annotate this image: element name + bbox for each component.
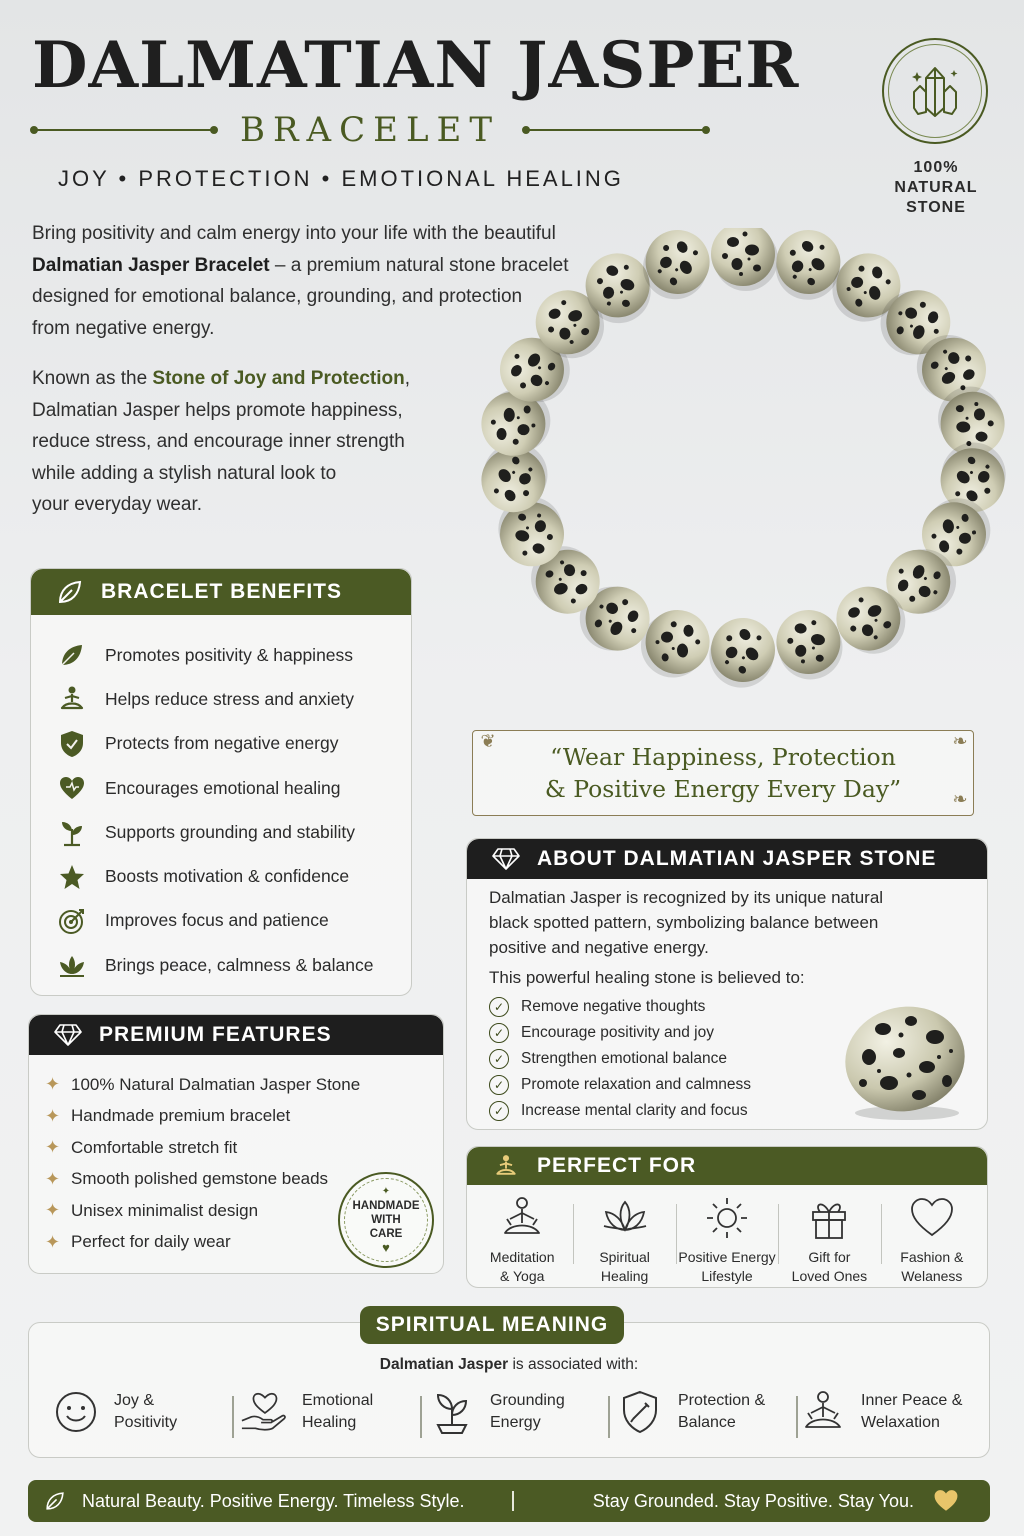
leaf-icon: [28, 1490, 82, 1512]
features-header: PREMIUM FEATURES: [29, 1015, 443, 1055]
natural-stone-badge: [882, 38, 988, 144]
spiritual-subtitle: Dalmatian Jasper is associated with:: [379, 1356, 639, 1373]
sprout-icon: [428, 1388, 476, 1436]
sparkle-icon: ✦: [45, 1168, 61, 1189]
list-item: ✓ Increase mental clarity and focus: [489, 1098, 987, 1124]
heart-icon: [881, 1194, 983, 1242]
list-item: Brings peace, calmness & balance: [55, 943, 411, 987]
diamond-icon: [491, 844, 521, 874]
list-item: ✦ Unisex minimalist design: [45, 1200, 259, 1221]
bead: [711, 228, 778, 291]
list-item: ✓ Strengthen emotional balance: [489, 1046, 987, 1072]
footer-right-text: Stay Grounded. Stay Positive. Stay You.: [592, 1490, 914, 1511]
list-item: ✦ Handmade premium bracelet: [45, 1105, 291, 1126]
ornament-icon: ❧: [952, 789, 968, 810]
list-item: ✓ Encourage positivity and joy: [489, 1020, 987, 1046]
about-description: Dalmatian Jasper is recognized by its unique natural black spotted pattern, symbolizing balance between positive and negative energy. This powerful healing stone is believed to:: [489, 888, 884, 987]
check-icon: ✓: [489, 1049, 509, 1069]
list-item: Positive Energy Lifestyle: [676, 1194, 778, 1286]
check-icon: ✓: [489, 1023, 509, 1043]
list-item: Promotes positivity & happiness: [55, 633, 411, 677]
badge-text: 100% NATURAL STONE: [894, 159, 978, 216]
gift-icon: [778, 1194, 880, 1242]
sparkle-icon: ✦: [45, 1231, 61, 1252]
star-icon: [55, 862, 89, 892]
perfect-for-header: PERFECT FOR: [467, 1147, 987, 1185]
benefits-header: BRACELET BENEFITS: [31, 569, 411, 615]
meditation-icon: [471, 1194, 573, 1242]
subtitle-row: [32, 110, 708, 150]
benefits-list: [31, 615, 411, 987]
about-header: ABOUT DALMATIAN JASPER STONE: [467, 839, 987, 879]
list-item: ✦ Perfect for daily wear: [45, 1231, 231, 1252]
footer-banner: [28, 1480, 990, 1522]
list-item: ✦ Comfortable stretch fit: [45, 1137, 238, 1158]
sprout-icon: [55, 817, 89, 847]
list-item: ✦ Smooth polished gemstone beads: [45, 1168, 329, 1189]
check-icon: ✓: [489, 1101, 509, 1121]
perfect-for-panel: [466, 1146, 988, 1288]
target-icon: [55, 906, 89, 936]
intro-paragraph-1: Bring positivity and calm energy into your life with the beautiful Dalmatian Jasper Bracelet – a premium natural stone bracelet designed for emotional balance, grounding, and protection from negative energy.: [32, 223, 569, 339]
smiley-icon: [52, 1388, 100, 1436]
list-item: ✦ 100% Natural Dalmatian Jasper Stone: [45, 1074, 361, 1095]
diamond-icon: [53, 1020, 83, 1050]
list-item: Supports grounding and stability: [55, 810, 411, 854]
list-item: Fashion & Welaness: [881, 1194, 983, 1286]
list-item: ✓ Promote relaxation and calmness: [489, 1072, 987, 1098]
sparkle-icon: ✦: [45, 1105, 61, 1126]
leaf-icon: [55, 577, 85, 607]
ornament-icon: ❦: [480, 731, 496, 752]
heart-icon: ♥: [382, 1240, 390, 1255]
list-item: Emotional Healing: [232, 1388, 420, 1436]
page-subtitle: BRACELET: [239, 110, 501, 150]
lotus-icon: [55, 950, 89, 980]
crystal-icon: [900, 56, 970, 126]
tagline: JOY • PROTECTION • EMOTIONAL HEALING: [58, 166, 624, 191]
heart-hand-icon: [240, 1388, 288, 1436]
handmade-stamp: ✦ HANDMADE WITH CARE ♥: [338, 1172, 434, 1268]
lotus-icon: [573, 1194, 675, 1242]
list-item: Inner Peace & Welaxation: [796, 1388, 984, 1436]
sparkle-icon: ✦: [45, 1200, 61, 1221]
shield-icon: [55, 729, 89, 759]
list-item: Meditation & Yoga: [471, 1194, 573, 1286]
ornament-icon: ❧: [952, 731, 968, 752]
footer-left-text: Natural Beauty. Positive Energy. Timeless Style.: [82, 1490, 465, 1511]
check-icon: ✓: [489, 1075, 509, 1095]
list-item: Helps reduce stress and anxiety: [55, 677, 411, 721]
check-icon: ✓: [489, 997, 509, 1017]
list-item: Protection & Balance: [608, 1388, 796, 1436]
perfect-for-items: [467, 1185, 987, 1295]
quote-box: ❦ ❧ ❧ “Wear Happiness, Protection & Positive Energy Every Day”: [472, 730, 974, 816]
list-item: Boosts motivation & confidence: [55, 854, 411, 898]
sun-icon: [676, 1194, 778, 1242]
benefits-panel: [30, 568, 412, 996]
list-item: Protects from negative energy: [55, 722, 411, 766]
meditation-icon: [55, 684, 89, 714]
list-item: Spiritual Healing: [573, 1194, 675, 1286]
heart-icon: [55, 773, 89, 803]
sparkle-icon: ✦: [45, 1137, 61, 1158]
heart-icon: [914, 1489, 978, 1513]
list-item: Encourages emotional healing: [55, 766, 411, 810]
list-item: ✓ Remove negative thoughts: [489, 994, 987, 1020]
about-panel: [466, 838, 988, 1130]
spiritual-items: [44, 1380, 984, 1444]
bracelet-image: [478, 228, 1008, 698]
divider-right: [524, 129, 708, 131]
sparkle-icon: ✦: [381, 1186, 391, 1197]
sparkle-icon: ✦: [45, 1074, 61, 1095]
meditation-icon: [491, 1151, 521, 1181]
tumbled-stone-image: [839, 1001, 971, 1123]
bracelet-beads: [478, 228, 1008, 698]
list-item: Gift for Loved Ones: [778, 1194, 880, 1286]
list-item: Improves focus and patience: [55, 899, 411, 943]
intro-paragraph-2: Known as the Stone of Joy and Protection, Dalmatian Jasper helps promote happiness, reduce stress, and encourage inner strength while adding a stylish natural look to your everyday wear.: [32, 368, 411, 515]
shield-icon: [616, 1388, 664, 1436]
meditation-icon: [799, 1388, 847, 1436]
list-item: Joy & Positivity: [44, 1388, 232, 1436]
bead: [694, 605, 790, 698]
spiritual-header: SPIRITUAL MEANING: [360, 1306, 624, 1344]
divider-left: [32, 129, 216, 131]
leaf-icon: [55, 640, 89, 670]
list-item: Grounding Energy: [420, 1388, 608, 1436]
page-title: DALMATIAN JASPER: [32, 28, 800, 103]
